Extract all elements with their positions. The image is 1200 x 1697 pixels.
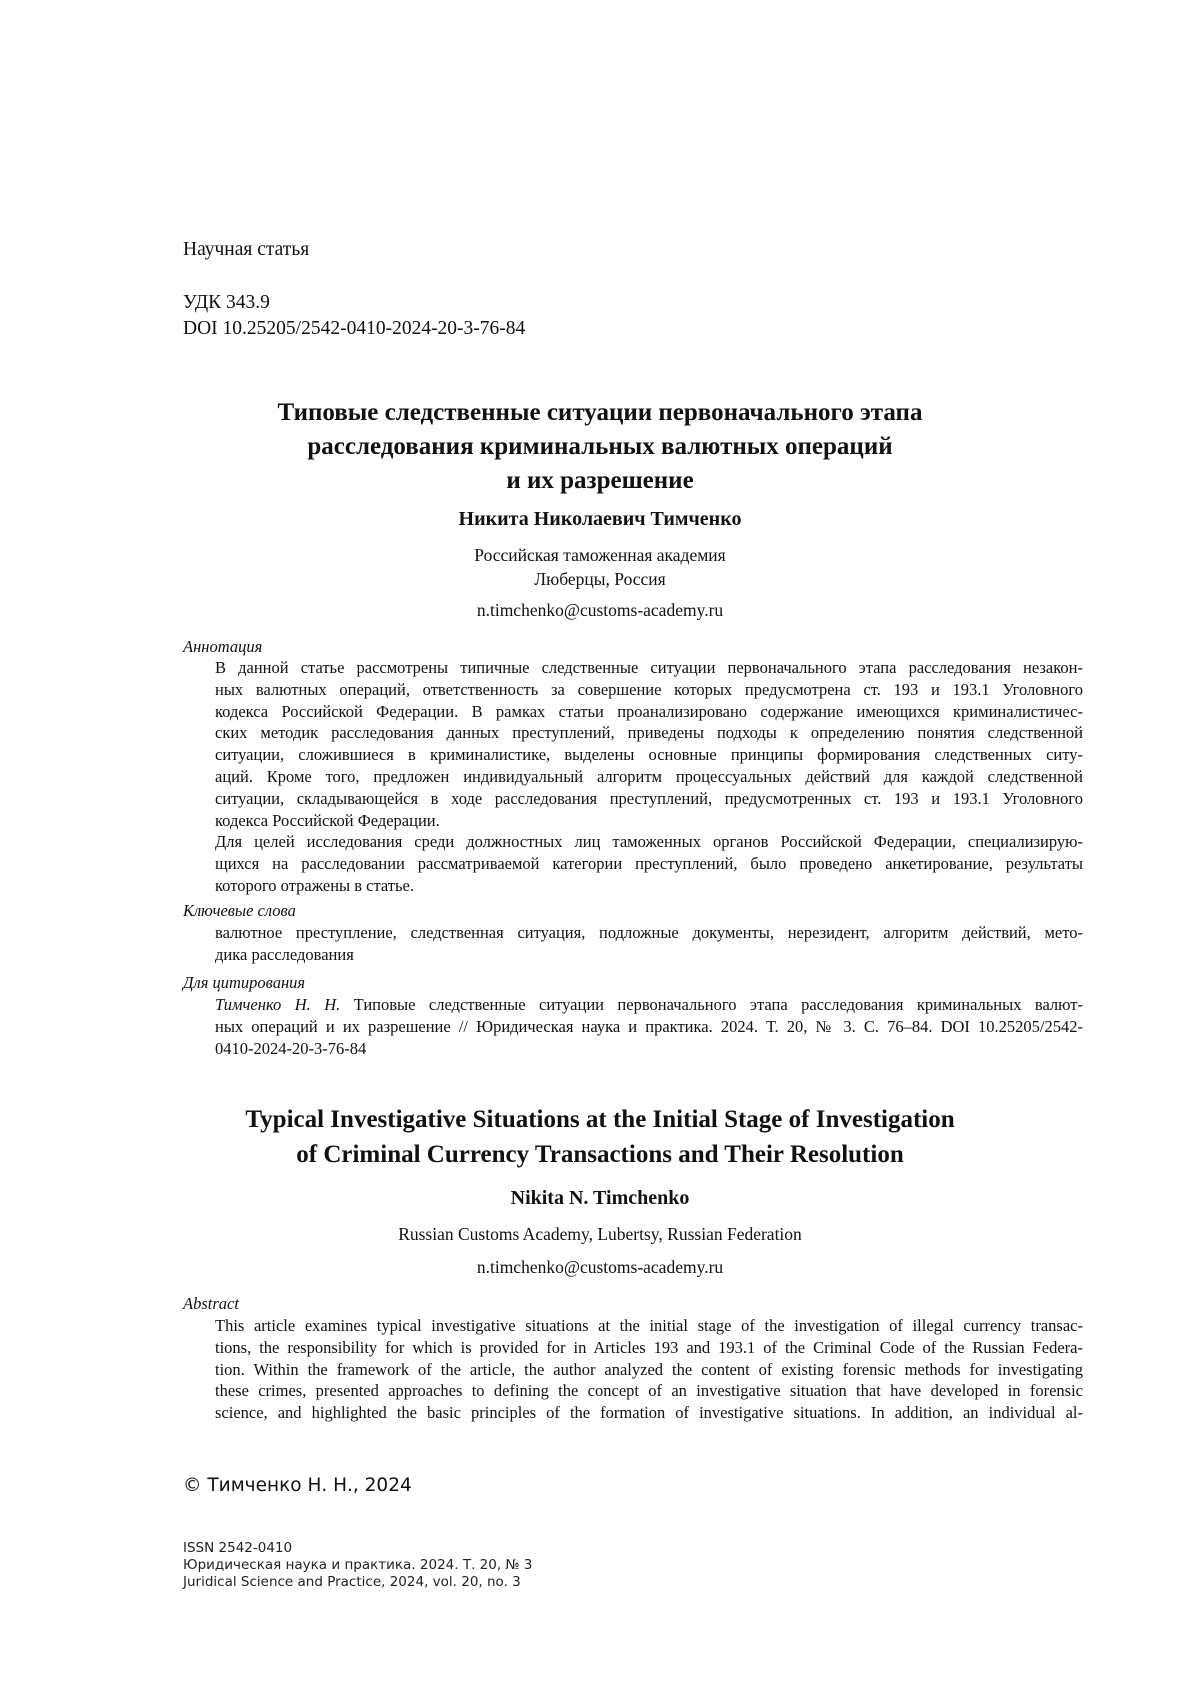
en-abstract-label: Abstract	[183, 1294, 239, 1313]
citation-line-1-rest: Типовые следственные ситуации первоначального этапа расследования криминальных валют-	[340, 995, 1083, 1014]
citation-line	[215, 994, 1083, 1016]
keywords-label: Ключевые слова	[183, 901, 296, 920]
udc-code: УДК 343.9	[183, 292, 270, 313]
citation-line: 0410-2024-20-3-76-84	[215, 1038, 367, 1058]
en-title-line-2: of Criminal Currency Transactions and Their Resolution	[296, 1141, 904, 1168]
ru-abstract	[215, 657, 1083, 897]
en-abstract-line: This article examines typical investigative situations at the initial stage of the investigation of illegal currency transac-	[215, 1316, 1083, 1335]
en-email: n.timchenko@customs-academy.ru	[476, 1257, 724, 1277]
keywords-line: валютное преступление, следственная ситуация, подложные документы, нерезидент, алгоритм действий, мето-	[215, 923, 1083, 942]
journal-en: Juridical Science and Practice, 2024, vol. 20, no. 3	[183, 1574, 521, 1590]
en-title-line-1: Typical Investigative Situations at the Initial Stage of Investigation	[245, 1106, 955, 1133]
ru-abstract-line: кодекса Российской Федерации.	[215, 810, 440, 830]
ru-affiliation: Российская таможенная академия	[474, 545, 726, 565]
ru-location: Люберцы, Россия	[534, 569, 666, 589]
ru-abstract-line: кодекса Российской Федерации. В рамках статьи проанализировано содержание имеющихся криминалистичес-	[215, 701, 1083, 721]
ru-abstract-line: Для целей исследования среди должностных лиц таможенных органов Российской Федерации, специализирую-	[215, 832, 1083, 852]
journal-ru: Юридическая наука и практика. 2024. Т. 20, № 3	[183, 1557, 533, 1573]
ru-abstract-line: ных валютных операций, ответственность за совершение которых предусмотрена ст. 193 и 193.1 Уголовного	[215, 679, 1083, 699]
en-abstract-line: tion. Within the framework of the article, the author analyzed the content of existing forensic methods for investigating	[215, 1359, 1083, 1379]
en-affiliation: Russian Customs Academy, Lubertsy, Russian Federation	[398, 1224, 802, 1244]
citation-line: ных операций и их разрешение // Юридическая наука и практика. 2024. Т. 20, № 3. С. 76–84. DOI 10.25205/2542-	[215, 1016, 1083, 1036]
en-abstract-line: these crimes, presented approaches to defining the concept of an investigative situation that have developed in forensic	[215, 1381, 1083, 1401]
issn: ISSN 2542-0410	[183, 1540, 293, 1556]
ru-abstract-line: аций. Кроме того, предложен индивидуальный алгоритм процессуальных действий для каждой следственной	[215, 766, 1083, 786]
ru-abstract-line: ских методик расследования данных преступлений, приведены подходы к определению понятия следственной	[215, 723, 1083, 743]
en-author: Nikita N. Timchenko	[510, 1187, 690, 1209]
citation-author: Тимченко Н. Н.	[215, 995, 341, 1014]
en-abstract	[215, 1315, 1083, 1424]
ru-abstract-line: ситуации, сложившиеся в криминалистике, выделены основные принципы формирования следственных ситу-	[215, 745, 1083, 765]
ru-author: Никита Николаевич Тимченко	[458, 508, 742, 530]
en-abstract-line: tions, the responsibility for which is provided for in Articles 193 and 193.1 of the Criminal Code of the Russian Federa-	[215, 1337, 1083, 1357]
ru-abstract-line: щихся на расследовании рассматриваемой категории преступлений, было проведено анкетирование, результаты	[215, 854, 1083, 874]
ru-abstract-line: В данной статье рассмотрены типичные следственные ситуации первоначального этапа расследования незакон-	[215, 658, 1083, 677]
citation-label: Для цитирования	[183, 973, 306, 992]
ru-abstract-line: ситуации, складывающейся в ходе расследования преступлений, предусмотренных ст. 193 и 193.1 Уголовного	[215, 788, 1083, 808]
en-abstract-line: science, and highlighted the basic principles of the formation of investigative situations. In addition, an individual al-	[215, 1403, 1083, 1423]
citation	[215, 994, 1083, 1059]
ru-title-line-1: Типовые следственные ситуации первоначального этапа	[277, 399, 923, 426]
ru-abstract-line: которого отражены в статье.	[215, 875, 414, 895]
keywords-line: дика расследования	[215, 944, 354, 964]
ru-title-line-2: расследования криминальных валютных операций	[307, 433, 893, 460]
ru-abstract-label: Аннотация	[183, 637, 263, 656]
article-type: Научная статья	[183, 239, 310, 260]
doi: DOI 10.25205/2542-0410-2024-20-3-76-84	[183, 318, 526, 339]
ru-email: n.timchenko@customs-academy.ru	[476, 600, 724, 620]
keywords	[215, 922, 1083, 966]
ru-title-line-3: и их разрешение	[506, 467, 694, 494]
copyright: © Тимченко Н. Н., 2024	[183, 1475, 412, 1496]
